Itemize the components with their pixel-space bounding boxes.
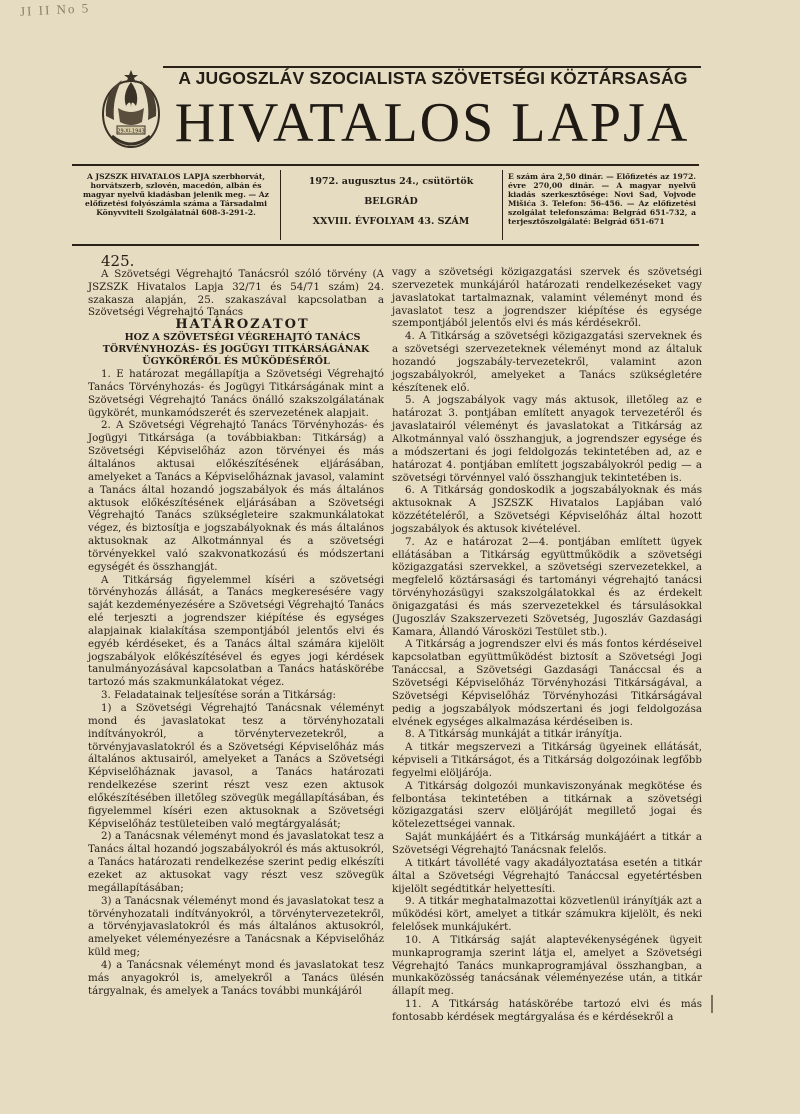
price-info: E szám ára 2,50 dinár. — Előfizetés az 1972. évre 270,00 dinár. — A magyar nyelvű kiadás szerkesztősége: Novi Sad, Vojvode Mišića 3. Telefon: 56-456. — Az előfizetési szolgálat telefonszáma: Belgrád 651-732, a terjesztőszolgálaté: Belgrád 651-671 [508,172,696,226]
paragraph: 1. E határozat megállapítja a Szövetségi Végrehajtó Tanács Törvényhozás- és Jogügyi Titkárságának mint a Szövetségi Végrehajtó Tanács önálló szakszolgálatának ügykörét, munkamódszerét és szervezetének alapjait. [88,368,384,419]
article-subheading: HOZ A SZÖVETSÉGI VÉGREHAJTÓ TANÁCS TÖRVÉNYHOZÁS- ÉS JOGÜGYI TITKÁRSÁGÁNAK ÜGYKÖRÉRŐL ÉS MŰKÖDÉSÉRŐL [102,332,370,368]
paragraph: 5. A jogszabályok vagy más aktusok, illetőleg az e határozat 3. pontjában említett anyagok tervezetéről és javaslatairól véleményt és javaslatokat a Titkárság az Alkotmánnyal való összhangjuk, a jogrendszer egysége és a módszertani és jogi feldolgozás tekintetében ad, az e határozat 4. pontjában említett jogszabályokról pedig — a szövetségi törvénnyel való összhangjuk tekintetében is. [392,394,702,484]
state-emblem-icon [100,64,162,158]
paragraph: A titkárt távollété vagy akadályoztatása esetén a titkár által a Szövetségi Végrehajtó Tanáccsal egyetértésben kijelölt segédtitkár helyettesíti. [392,856,702,895]
paragraph: 9. A titkár meghatalmazottai közvetlenül irányítják azt a működési kört, amelyet a titkár számukra kijelölt, és neki felelősek munkájukért. [392,895,702,934]
paragraph: 3. Feladatainak teljesítése során a Titkárság: [101,689,337,702]
right-column [392,266,702,1024]
paragraph: 10. A Titkárság saját alaptevékenységének ügyeit munkaprogramja szerint látja el, amelyet a Szövetségi Végrehajtó Tanács munkaprogramjával összhangban, a munkaközösség tanácsának véleményezése után, a titkár állapít meg. [392,933,702,998]
issue-city: BELGRÁD [364,196,418,207]
paragraph: 2. A Szövetségi Végrehajtó Tanács Törvényhozás- és Jogügyi Titkársága (a továbbiakban: Titkárság) a Szövetségi Képviselőház azon törvényei és más általános aktusai előkészítésének eljárásában, amelyeket a Tanács a Képviselőháznak javasol, valamint a Tanács által hozandó jogszabályok és más általános aktusok előkészítésének eljárásában a Szövetségi Végrehajtó Tanács szükségleteire szakmunkálatokat végez, és biztosítja e jogszabályoknak és más általános aktusoknak az Alkotmánnyal és a szövetségi törvényekkel való szakvonatkozású és módszertani egységét és összhangját. [88,419,384,573]
article-intro: A Szövetségi Végrehajtó Tanácsról szóló törvény (A JSZSZK Hivatalos Lapja 32/71 és 54/71 szám) 24. szakasza alapján, 25. szakaszával kapcsolatban a Szövetségi Végrehajtó Tanács [88,267,384,319]
paragraph: 8. A Titkárság munkáját a titkár irányítja. [405,728,623,741]
article-heading: HATÁROZATOT [175,317,310,333]
paragraph: vagy a szövetségi közigazgatási szervek és szövetségi szervezetek munkájáról határozati rendelkezéseket vagy javaslatokat tartalmaznak, valamint véleményt mond és javaslatot tesz a jogrendszer kiépítése és egysége szempontjából jelentős elvi és más kérdésekről. [392,266,702,330]
header-divider [280,170,281,240]
margin-mark [711,995,713,1013]
issue-header [72,164,699,246]
masthead-title: HIVATALOS LAPJA [174,92,690,154]
paragraph: 4. A Titkárság a szövetségi közigazgatási szerveknek és a szövetségi szervezeteknek véleményt mond az általuk hozandó jogszabály-tervezetekről, valamint azon jogszabályokról, amelyeket a Tanács szükségletére készítenek elő. [392,330,702,394]
paragraph: 2) a Tanácsnak véleményt mond és javaslatokat tesz a Tanács által hozandó jogszabályokról és más aktusokról, a Tanács határozati rendelkezése szerint pedig elkészíti ezeket az aktusokat vagy részt vesz szövegük megállapításában; [88,830,384,894]
handwritten-note: JI II No 5 [19,0,91,19]
paragraph: 4) a Tanácsnak véleményt mond és javaslatokat tesz más anyagokról is, amelyekről a Tanács ülésén tárgyalnak, és amelyek a Tanács további munkájáról [88,958,384,997]
paragraph: Saját munkájáért és a Titkárság munkájáért a titkár a Szövetségi Végrehajtó Tanácsnak felelős. [392,831,702,856]
paragraph: 1) a Szövetségi Végrehajtó Tanácsnak véleményt mond és javaslatokat tesz a törvényhozatali indítványokról, a törvénytervezetekről, a törvényjavaslatokról és a Szövetségi Képviselőház más általános aktusairól, amelyeket a Tanács a Szövetségi Képviselőháznak javasol, a Tanács határozati rendelkezése szerint részt vesz ezen aktusok előkészítésében illetőleg szövegük megállapításában, és figyelemmel kíséri ezen aktusoknak a Szövetségi Képviselőház testületeiben való megtárgyalását; [88,702,384,830]
paragraph: A Titkárság a jogrendszer elvi és más fontos kérdéseivel kapcsolatban együttműködést biztosít a Szövetségi Jogi Tanáccsal, a Szövetségi Gazdasági Tanáccsal és a Szövetségi Képviselőház Törvényhozási Titkárságával, a Szövetségi Képviselőház Törvényhozási Titkárságával pedig a jogszabályok módszertani és jogi feldolgozása elvének egységes alkalmazása kérdéseiben is. [392,638,702,728]
paragraph: A Titkárság dolgozói munkaviszonyának megkötése és felbontása tekintetében a titkárnak a szövetségi közigazgatási szerv elöljáróját megillető jogai és kötelezettségei vannak. [392,779,702,831]
left-column [88,252,384,997]
paragraph: A titkár megszervezi a Titkárság ügyeinek ellátását, képviseli a Titkárságot, és a Titkárság dolgozóinak legfőbb fegyelmi elöljárója. [392,741,702,779]
issue-info [286,172,496,232]
issue-date: 1972. augusztus 24., csütörtök [308,176,474,187]
paragraph: A Titkárság figyelemmel kíséri a szövetségi törvényhozás állását, a Tanács megkeresésére vagy saját kezdeményezésére a Szövetségi Végrehajtó Tanács elé terjeszti a jogrendszer kiépítése és egységes alapjainak kialakítása szempontjából jelentős elvi és egyéb kérdéseket, és a Tanács által számára kijelölt jogszabályok előkészítésével és egyes jogi kérdések tanulmányozásával kapcsolatban a Tanács hatáskörébe tartozó más szakmunkálatokat végez. [88,573,384,689]
paragraph: 3) a Tanácsnak véleményt mond és javaslatokat tesz a törvényhozatali indítványokról, a törvénytervezetekről, a törvényjavaslatokról és más általános aktusokról, amelyeket véleményezésre a Tanácsnak a Képviselőház küld meg; [88,894,384,959]
emblem-date: 29-XI-1943 [117,128,145,135]
paragraph: 11. A Titkárság hatáskörébe tartozó elvi és más fontosabb kérdések megtárgyalása és e kérdésekről a [392,998,702,1023]
masthead-supertitle: A JUGOSZLÁV SZOCIALISTA SZÖVETSÉGI KÖZTÁRSASÁG [178,68,688,88]
issue-volume: XXVIII. ÉVFOLYAM 43. SZÁM [312,216,470,227]
publication-info: A JSZSZK HIVATALOS LAPJA szerbhorvát, horvátszerb, szlovén, macedón, albán és magyar nyelvű kiadásban jelenik meg. — Az előfizetési folyószámla száma a Társadalmi Könyvviteli Szolgálatnál 608-3-291-2. [83,172,269,217]
paragraph: 7. Az e határozat 2—4. pontjában említett ügyek ellátásában a Titkárság együttműködik a szövetségi közigazgatási szervekkel, a szövetségi szervezetekkel, a megfelelő köztársasági és tartományi végrehajtó tanácsi törvényhozásügyi szakszolgálatokkal és az érdekelt önigazgatási és más szervezetekkel és társulásokkal (Jugoszláv Szakszervezeti Szövetség, Jugoszláv Gazdasági Kamara, Állandó Városközi Testület stb.). [392,535,702,638]
header-divider [502,170,503,240]
article-number: 425. [101,252,135,270]
paragraph: 6. A Titkárság gondoskodik a jogszabályoknak és más aktusoknak A JSZSZK Hivatalos Lapjában való közzétételéről, a Szövetségi Képviselőház által hozott jogszabályok és aktusok kivételével. [392,484,702,535]
